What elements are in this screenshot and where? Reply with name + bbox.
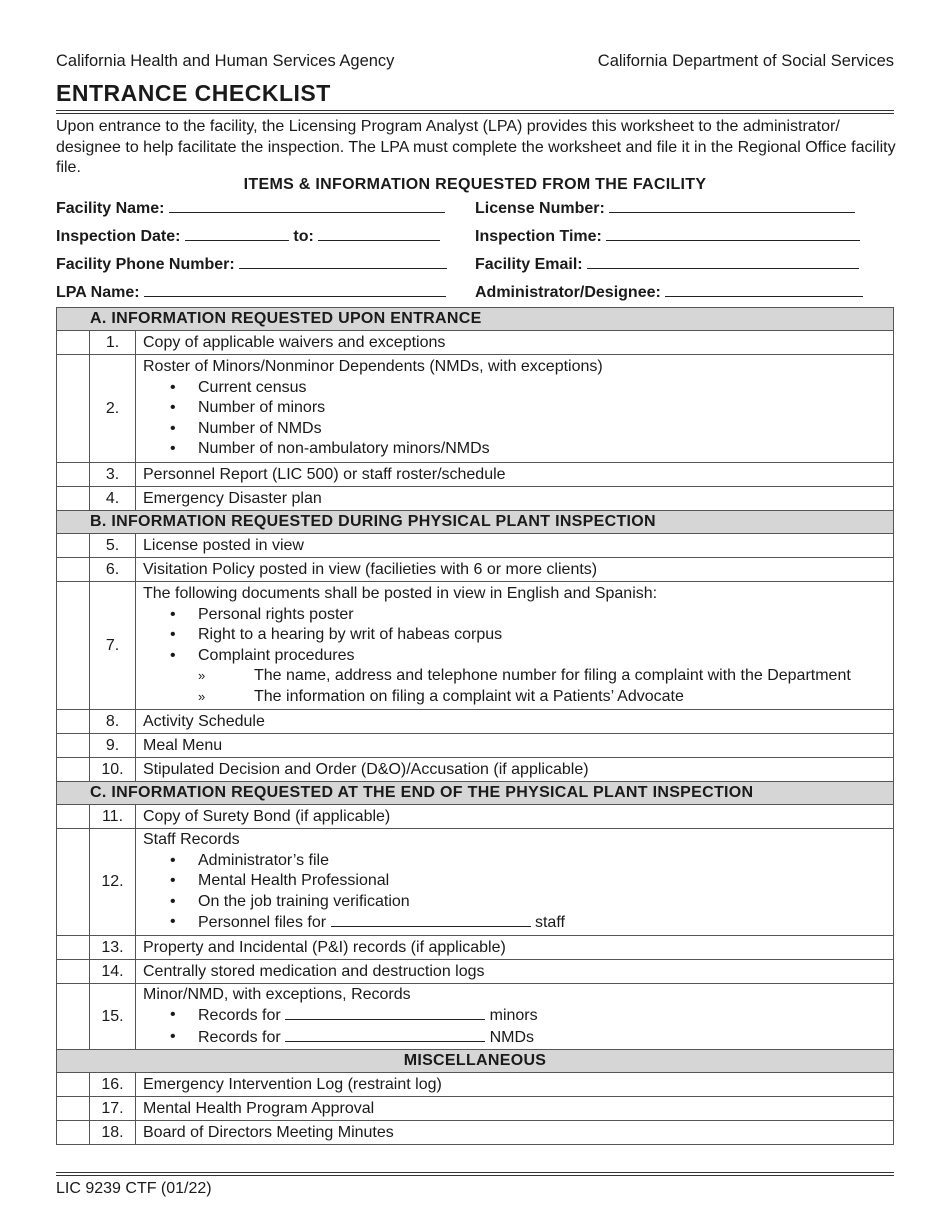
requested-title: ITEMS & INFORMATION REQUESTED FROM THE FACILITY [243, 176, 707, 193]
item-text: Activity Schedule [136, 710, 894, 734]
facility-phone-label: Facility Phone Number: [56, 256, 235, 273]
facility-name-line[interactable] [169, 198, 445, 213]
facility-email-line[interactable] [587, 254, 859, 269]
lpa-name-field[interactable] [56, 282, 446, 302]
item-number: 15. [90, 984, 136, 1050]
nmds-count-line[interactable] [285, 1027, 485, 1042]
inspection-date-from-line[interactable] [185, 226, 289, 241]
item-number: 8. [90, 710, 136, 734]
bullet-item: • Number of minors [170, 399, 326, 417]
table-row [57, 1073, 894, 1097]
table-row [57, 960, 894, 984]
item-text: Staff Records [143, 831, 240, 849]
item-text: License posted in view [136, 534, 894, 558]
agency-name: California Health and Human Services Agency [56, 52, 395, 70]
table-row [57, 758, 894, 782]
check-box[interactable] [57, 558, 90, 582]
department-name: California Department of Social Services [597, 52, 894, 70]
check-box[interactable] [57, 331, 90, 355]
title-rule [56, 110, 894, 114]
item-number: 16. [90, 1073, 136, 1097]
footer-rule [56, 1172, 894, 1176]
check-box[interactable] [57, 355, 90, 463]
section-misc-title: MISCELLANEOUS [57, 1050, 894, 1073]
check-box[interactable] [57, 582, 90, 710]
item-text: Meal Menu [136, 734, 894, 758]
inspection-time-field[interactable] [475, 226, 860, 246]
item-text-block [136, 829, 894, 936]
item-number: 6. [90, 558, 136, 582]
bullet-item: • Records for minors [170, 1006, 538, 1025]
section-b-header [57, 511, 894, 534]
table-row [57, 331, 894, 355]
table-row [57, 487, 894, 511]
item-text: Personnel Report (LIC 500) or staff roster/schedule [136, 463, 894, 487]
administrator-label: Administrator/Designee: [475, 284, 661, 301]
item-text-block [136, 582, 894, 710]
sub-bullet-item: » The name, address and telephone number for filing a complaint with the Department [198, 667, 851, 684]
bullet-item: • Right to a hearing by writ of habeas corpus [170, 626, 503, 643]
inspection-time-label: Inspection Time: [475, 228, 602, 245]
item-number: 7. [90, 582, 136, 710]
check-box[interactable] [57, 1121, 90, 1145]
facility-phone-field[interactable] [56, 254, 447, 274]
item-number: 14. [90, 960, 136, 984]
section-a-header [57, 308, 894, 331]
table-row [57, 936, 894, 960]
lpa-name-label: LPA Name: [56, 284, 140, 301]
item-number: 1. [90, 331, 136, 355]
check-box[interactable] [57, 805, 90, 829]
section-a-title: A. INFORMATION REQUESTED UPON ENTRANCE [57, 308, 894, 331]
item-number: 10. [90, 758, 136, 782]
table-row [57, 710, 894, 734]
item-text: Roster of Minors/Nonminor Dependents (NMDs, with exceptions) [143, 358, 603, 376]
check-box[interactable] [57, 936, 90, 960]
bullet-item: • Number of NMDs [170, 419, 322, 437]
item-text: Visitation Policy posted in view (facilieties with 6 or more clients) [136, 558, 894, 582]
check-box[interactable] [57, 1073, 90, 1097]
item-number: 13. [90, 936, 136, 960]
bullet-item: • Administrator’s file [170, 851, 330, 869]
inspection-date-to-label: to: [293, 228, 314, 245]
item-text: Centrally stored medication and destruction logs [136, 960, 894, 984]
license-number-label: License Number: [475, 200, 605, 217]
item-number: 5. [90, 534, 136, 558]
inspection-date-field[interactable] [56, 226, 440, 246]
item-text: Stipulated Decision and Order (D&O)/Accusation (if applicable) [136, 758, 894, 782]
item-number: 2. [90, 355, 136, 463]
item-text: Emergency Intervention Log (restraint log) [136, 1073, 894, 1097]
personnel-count-line[interactable] [331, 912, 531, 927]
check-box[interactable] [57, 960, 90, 984]
item-number: 11. [90, 805, 136, 829]
minors-count-line[interactable] [285, 1005, 485, 1020]
check-box[interactable] [57, 829, 90, 936]
section-c-title: C. INFORMATION REQUESTED AT THE END OF THE PHYSICAL PLANT INSPECTION [57, 782, 894, 805]
facility-name-label: Facility Name: [56, 200, 165, 217]
item-text: Copy of Surety Bond (if applicable) [136, 805, 894, 829]
section-misc-header [57, 1050, 894, 1073]
license-number-field[interactable] [475, 198, 855, 218]
bullet-item: • Number of non-ambulatory minors/NMDs [170, 440, 490, 458]
check-box[interactable] [57, 710, 90, 734]
administrator-line[interactable] [665, 282, 863, 297]
table-row [57, 805, 894, 829]
item-text: The following documents shall be posted in view in English and Spanish: [143, 585, 658, 602]
table-row [57, 1097, 894, 1121]
checklist-table [56, 307, 894, 1145]
item-text-block [136, 355, 894, 463]
table-row [57, 582, 894, 710]
form-id: LIC 9239 CTF (01/22) [56, 1180, 212, 1197]
item-text: Copy of applicable waivers and exceptions [136, 331, 894, 355]
item-number: 3. [90, 463, 136, 487]
sub-bullet-item: » The information on filing a complaint wit a Patients’ Advocate [198, 687, 684, 705]
section-c-header [57, 782, 894, 805]
item-text-block [136, 984, 894, 1050]
item-number: 12. [90, 829, 136, 936]
bullet-item: • Personnel files for staff [170, 913, 565, 932]
item-number: 17. [90, 1097, 136, 1121]
bullet-item: • On the job training verification [170, 892, 410, 910]
inspection-date-to-line[interactable] [318, 226, 440, 241]
facility-email-field[interactable] [475, 254, 859, 274]
bullet-item: • Mental Health Professional [170, 872, 390, 890]
check-box[interactable] [57, 758, 90, 782]
table-row [57, 355, 894, 463]
item-number: 4. [90, 487, 136, 511]
item-text: Minor/NMD, with exceptions, Records [143, 985, 411, 1003]
item-number: 9. [90, 734, 136, 758]
lpa-name-line[interactable] [144, 282, 446, 297]
item-text: Board of Directors Meeting Minutes [136, 1121, 894, 1145]
facility-phone-line[interactable] [239, 254, 447, 269]
table-row [57, 734, 894, 758]
administrator-field[interactable] [475, 282, 863, 302]
item-text: Emergency Disaster plan [136, 487, 894, 511]
check-box[interactable] [57, 984, 90, 1050]
check-box[interactable] [57, 734, 90, 758]
section-b-title: B. INFORMATION REQUESTED DURING PHYSICAL PLANT INSPECTION [57, 511, 894, 534]
check-box[interactable] [57, 534, 90, 558]
item-text: Mental Health Program Approval [136, 1097, 894, 1121]
bullet-item: • Personal rights poster [170, 605, 354, 623]
table-row [57, 829, 894, 936]
table-row [57, 558, 894, 582]
item-number: 18. [90, 1121, 136, 1145]
check-box[interactable] [57, 1097, 90, 1121]
bullet-item: • Current census [170, 378, 307, 396]
inspection-time-line[interactable] [606, 226, 860, 241]
facility-email-label: Facility Email: [475, 256, 583, 273]
table-row [57, 1121, 894, 1145]
page-title: ENTRANCE CHECKLIST [56, 80, 331, 106]
table-row [57, 463, 894, 487]
table-row [57, 984, 894, 1050]
bullet-item: • Complaint procedures [170, 646, 355, 664]
check-box[interactable] [57, 487, 90, 511]
inspection-date-label: Inspection Date: [56, 228, 181, 245]
facility-name-field[interactable] [56, 198, 445, 218]
license-number-line[interactable] [609, 198, 855, 213]
intro-text: Upon entrance to the facility, the Licensing Program Analyst (LPA) provides this worksheet to the administrator/ designee to help facilitate the inspection. The LPA must complete the worksheet and file it in the Regional Office facility file. [56, 118, 896, 176]
item-text: Property and Incidental (P&I) records (if applicable) [136, 936, 894, 960]
bullet-item: • Records for NMDs [170, 1027, 535, 1046]
table-row [57, 534, 894, 558]
check-box[interactable] [57, 463, 90, 487]
